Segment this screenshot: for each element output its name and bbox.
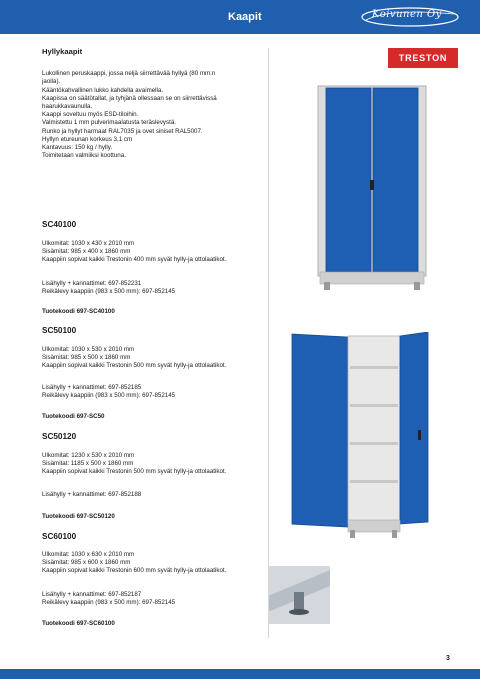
extra-line: Reikälevy kaappiin (983 x 500 mm): 697-852145: [42, 392, 176, 400]
model-extras: [42, 280, 175, 296]
intro-line: haarukkavaunulla.: [42, 103, 93, 111]
spec-line: Ulkomitat: 1030 x 530 x 2010 mm: [42, 346, 135, 353]
model-heading: SC50120: [42, 432, 77, 441]
column-divider: [268, 48, 269, 638]
spec-line: Kaappiin sopivat kaikki Trestonin 500 mm syvät hylly-ja ottolaatikot.: [42, 468, 227, 476]
page-title: Kaapit: [228, 11, 262, 23]
foot-detail-image: [268, 566, 330, 624]
model-heading: SC50100: [42, 326, 77, 335]
model-specs: [42, 240, 226, 265]
intro-line: Kaapissa on säätötallat, ja tyhjänä ollessaan se on siirrettävissä: [42, 94, 217, 102]
product-code: Tuotekoodi 697-SC60100: [42, 620, 115, 627]
spec-line: Kaappiin sopivat kaikki Trestonin 500 mm syvät hylly-ja ottolaatikot.: [42, 362, 227, 370]
spec-line: Ulkomitat: 1030 x 630 x 2010 mm: [42, 551, 135, 558]
product-code: Tuotekoodi 697-SC40100: [42, 308, 115, 315]
spec-line: Sisämitat: 1185 x 500 x 1860 mm: [42, 460, 134, 468]
spec-line: Kaappiin sopivat kaikki Trestonin 400 mm syvät hylly-ja ottolaatikot.: [42, 256, 227, 264]
intro-line: Kantavuus: 150 kg / hylly.: [42, 144, 113, 152]
model-extras: [42, 491, 141, 499]
treston-logo: TRESTON: [388, 48, 458, 68]
intro-line: Kaappi soveltuu myös ESD-tiloihin.: [42, 111, 139, 119]
intro-line: jaolla).: [42, 78, 61, 86]
extra-line: Lisähylly + kannattimet: 697-852185: [42, 384, 142, 391]
intro-line: Runko ja hyllyt harmaat RAL7035 ja ovet siniset RAL5007.: [42, 127, 203, 135]
model-extras: [42, 384, 175, 400]
product-code: Tuotekoodi 697-SC50: [42, 413, 105, 420]
intro-line: Kääntökahvallinen lukko kahdella avaimella.: [42, 86, 164, 94]
extra-line: Lisähylly + kannattimet: 697-852188: [42, 491, 142, 498]
model-specs: [42, 346, 226, 371]
model-heading: SC60100: [42, 532, 77, 541]
intro-line: Lukollinen peruskaappi, jossa neljä siirrettävää hyllyä (80 mm:n: [42, 70, 216, 78]
model-specs: [42, 452, 226, 477]
spec-line: Sisämitat: 985 x 600 x 1860 mm: [42, 559, 131, 567]
closed-cabinet-image: [316, 84, 428, 292]
product-code: Tuotekoodi 697-SC50120: [42, 513, 115, 520]
intro-line: Toimitetaan valmiiksi koottuna.: [42, 152, 126, 160]
extra-line: Reikälevy kaappiin (983 x 500 mm): 697-852145: [42, 599, 176, 607]
spec-line: Sisämitat: 985 x 500 x 1860 mm: [42, 354, 131, 362]
spec-line: Kaappiin sopivat kaikki Trestonin 600 mm syvät hylly-ja ottolaatikot.: [42, 567, 227, 575]
spec-line: Sisämitat: 985 x 400 x 1860 mm: [42, 248, 131, 256]
intro-line: Hyllyn etureunan korkeus 3,1 cm: [42, 135, 133, 143]
logo-text: Koivunen Oy: [372, 9, 442, 20]
intro-section: [42, 48, 282, 160]
footer-bar: [0, 669, 480, 679]
section-heading: Hyllykaapit: [42, 47, 83, 56]
model-extras: [42, 591, 175, 607]
page-number: 3: [446, 655, 450, 662]
extra-line: Lisähylly + kannattimet: 697-852187: [42, 591, 142, 598]
extra-line: Reikälevy kaappiin (983 x 500 mm): 697-852145: [42, 288, 176, 296]
model-heading: SC40100: [42, 220, 77, 229]
extra-line: Lisähylly + kannattimet: 697-852231: [42, 280, 142, 287]
intro-line: Valmistettu 1 mm pulverimaalatusta teräslevystä.: [42, 119, 176, 127]
spec-line: Ulkomitat: 1230 x 530 x 2010 mm: [42, 452, 135, 459]
header-bar: [0, 0, 480, 34]
open-cabinet-image: [290, 332, 430, 542]
spec-line: Ulkomitat: 1030 x 430 x 2010 mm: [42, 240, 135, 247]
model-specs: [42, 551, 226, 576]
